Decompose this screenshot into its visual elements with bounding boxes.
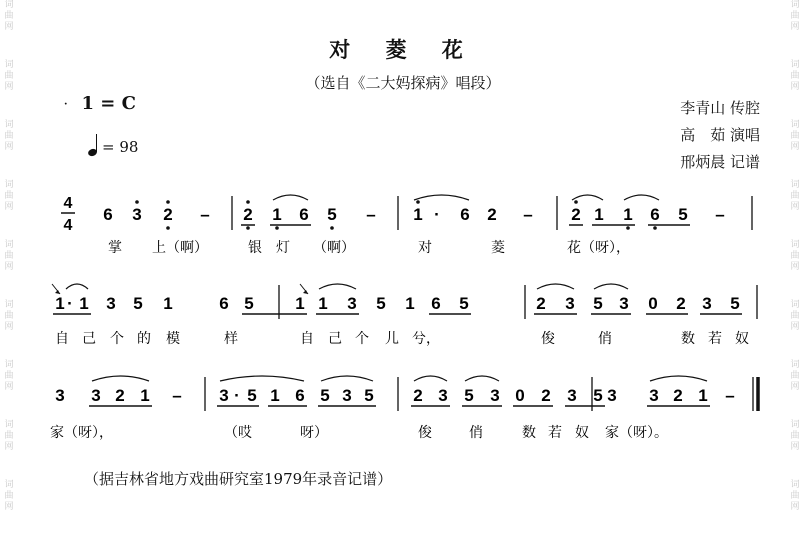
lyric-syllable: 样 [224,331,238,347]
slur-arc [465,376,499,381]
key-dot-icon: · [64,98,68,110]
lyric-syllable: 花（呀）， [567,240,630,256]
dash-mark: – [366,205,376,224]
note: 3 [649,386,659,405]
note: · [67,294,73,313]
note: 3 [342,386,352,405]
note: 5 [593,294,603,313]
note: 5 [327,205,337,224]
note: 3 [702,294,712,313]
note: 1 [79,294,89,313]
slur-arc [92,376,149,381]
lyric-syllable: 对 [418,240,432,256]
note: 1 [270,386,280,405]
watermark-text: 词 曲 网 [4,120,14,152]
note: 5 [464,386,474,405]
lower-octave-dot [653,226,657,230]
note: 1 [55,294,65,313]
note: 6 [431,294,441,313]
lyric-syllable: 呀） [300,425,328,441]
note: 1 [318,294,328,313]
key-text: 1 = C [81,93,136,114]
dash-mark: – [172,386,182,405]
note: 2 [487,205,497,224]
lyric-syllable: （啊） [313,240,355,256]
watermark-text: 词 曲 网 [790,60,800,92]
lyric-syllable: 银 [248,240,262,256]
watermark-text: 词 曲 网 [790,420,800,452]
lyric-syllable: 数 [522,425,536,441]
lower-octave-dot [626,226,630,230]
note: 1 [594,205,604,224]
song-title: 对 菱 花 [329,37,477,62]
note: 5 [593,386,603,405]
lyric-syllable: 若 [708,331,722,347]
note: 1 [140,386,150,405]
note: 2 [115,386,125,405]
watermark-text: 词 曲 网 [790,300,800,332]
note: 6 [460,205,470,224]
lyric-syllable: 个 [110,331,124,347]
slur-arc [537,284,574,289]
note: 2 [536,294,546,313]
note: 3 [106,294,116,313]
lower-octave-dot [330,226,334,230]
slur-arc [624,195,659,200]
note: 5 [364,386,374,405]
note: 1 [405,294,415,313]
lyric-syllable: 若 [548,425,562,441]
note: 2 [541,386,551,405]
note: 2 [673,386,683,405]
note: 0 [648,294,658,313]
slur-arc [66,284,88,289]
tempo-value: = 98 [102,138,139,156]
lyric-syllable: 家（呀）。 [605,425,668,441]
watermark-text: 词 曲 网 [790,180,800,212]
note: 5 [730,294,740,313]
note: 5 [459,294,469,313]
note: 2 [163,205,173,224]
lyric-syllable: 上（啊） [152,240,208,256]
watermark-text: 词 曲 网 [4,360,14,392]
credit-performer: 高 茹 演唱 [680,126,760,144]
lyric-syllable: 灯 [276,240,290,256]
slur-arc [650,376,707,381]
watermark-text: 词 曲 网 [4,60,14,92]
note: 3 [132,205,142,224]
note: 1 [623,205,633,224]
credit-transcriber: 邢炳晨 记谱 [680,153,760,171]
watermark-text: 词 曲 网 [4,420,14,452]
slur-arc [572,195,603,200]
note: 3 [347,294,357,313]
note: 5 [247,386,257,405]
watermark-text: 词 曲 网 [4,480,14,512]
note: 2 [571,205,581,224]
lyric-syllable: 己 [82,331,96,347]
note: 6 [219,294,229,313]
note: 5 [376,294,386,313]
dash-mark: – [523,205,533,224]
lyric-syllable: 己 [328,331,342,347]
note: 3 [567,386,577,405]
lyric-syllable: 俊 [541,331,555,347]
slur-arc [321,376,373,381]
slur-arc [414,376,447,381]
lyric-syllable: 俊 [418,425,432,441]
credit-composer: 李青山 传腔 [680,99,760,117]
slur-arc [594,284,628,289]
note: 3 [91,386,101,405]
lyric-syllable: 掌 [108,240,122,256]
note: 1 [163,294,173,313]
lyric-syllable: 俏 [469,425,483,441]
lyric-syllable: 菱 [491,240,505,256]
lyric-syllable: 数 [681,331,695,347]
upper-octave-dot [416,200,420,204]
watermark-text: 词 曲 网 [4,180,14,212]
watermark-text: 词 曲 网 [4,240,14,272]
note: 5 [678,205,688,224]
dash-mark: – [200,205,210,224]
note: 3 [490,386,500,405]
note: 1 [698,386,708,405]
watermark-text: 词 曲 网 [790,360,800,392]
note: 2 [243,205,253,224]
note: 3 [55,386,65,405]
lyric-syllable: （哎 [224,425,252,441]
note: · [234,386,240,405]
lyric-syllable: 自 [55,331,69,347]
slur-arc [273,195,308,200]
lyric-syllable: 的 [137,331,151,347]
note: 2 [676,294,686,313]
note: 5 [244,294,254,313]
note: 5 [133,294,143,313]
watermark-text: 词 曲 网 [790,240,800,272]
watermark-text: 词 曲 网 [790,480,800,512]
note: 3 [607,386,617,405]
dash-mark: – [715,205,725,224]
note: 5 [320,386,330,405]
lyric-syllable: 奴 [735,331,749,347]
note: 3 [619,294,629,313]
lyric-syllable: 儿 [385,331,399,347]
note: 1 [413,205,423,224]
watermark-text: 词 曲 网 [4,300,14,332]
lyric-syllable: 兮， [412,331,440,347]
lyric-syllable: 俏 [598,331,612,347]
note: · [434,205,440,224]
lyric-syllable: 家（呀）， [50,425,113,441]
time-signature-bottom: 4 [63,217,73,234]
note: 6 [103,205,113,224]
note: 1 [295,294,305,313]
slur-arc [220,376,304,381]
source-note: （据吉林省地方戏曲研究室1979年录音记谱） [84,470,393,488]
slur-arc [319,284,356,289]
note: 6 [299,205,309,224]
lyric-syllable: 自 [300,331,314,347]
watermark-text: 词 曲 网 [790,120,800,152]
note: 6 [295,386,305,405]
time-signature-top: 4 [63,195,73,212]
note: 6 [650,205,660,224]
note: 1 [272,205,282,224]
upper-octave-dot [135,200,139,204]
note: 2 [413,386,423,405]
watermark-text: 词 曲 网 [790,0,800,32]
note: 0 [515,386,525,405]
upper-octave-dot [246,200,250,204]
dash-mark: – [725,386,735,405]
lower-octave-dot [275,226,279,230]
upper-octave-dot [574,200,578,204]
lower-octave-dot [166,226,170,230]
lyric-syllable: 模 [166,331,180,347]
song-subtitle: （选自《二大妈探病》唱段） [305,74,501,92]
note: 3 [565,294,575,313]
lyric-syllable: 个 [355,331,369,347]
lower-octave-dot [246,226,250,230]
note: 3 [219,386,229,405]
watermark-text: 词 曲 网 [4,0,14,32]
slur-arc [414,195,469,200]
note: 3 [438,386,448,405]
upper-octave-dot [166,200,170,204]
lyric-syllable: 奴 [575,425,589,441]
